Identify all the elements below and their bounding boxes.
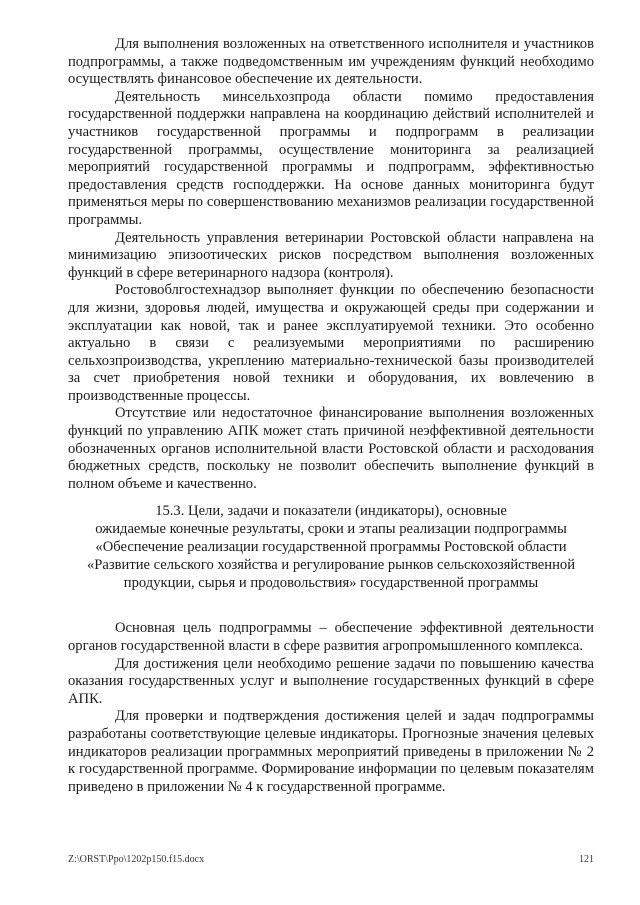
paragraph-ministry-activity: Деятельность минсельхозпрода области помимо предоставления государственной поддержки направлена на координацию действий исполнителей и участников государственной программы и подпрограмм в реализации государственной программы, осуществление мониторинга за реализацией мероприятий государственной программы и подпрограмм, эффективностью предоставления средств господдержки. На основе данных мониторинга будут применяться меры по совершенствованию механизмов реализации государственной программы. xyxy=(68,88,594,228)
paragraph-financing: Для выполнения возложенных на ответственного исполнителя и участников подпрограммы, а также подведомственным им учреждениям функций необходимо осуществлять финансовое обеспечение их деятельности. xyxy=(68,36,594,88)
paragraph-tasks: Для достижения цели необходимо решение задачи по повышению качества оказания государственных услуг и выполнение государственных функций в сфере АПК. xyxy=(68,655,594,707)
section-heading-line: «Обеспечение реализации государственной программы Ростовской области xyxy=(95,539,567,556)
section-heading-line: ожидаемые конечные результаты, сроки и этапы реализации подпрограммы xyxy=(95,521,567,538)
page-number: 121 xyxy=(579,854,594,865)
paragraph-gostekhnadzor: Ростовоблгостехнадзор выполняет функции по обеспечению безопасности для жизни, здоровья людей, имущества и окружающей среды при содержании и эксплуатации как новой, так и ранее эксплуатируемой техники. Это особенно актуально в связи с реализуемыми мероприятиями по расширению сельхозпроизводства, укреплению материально-технической базы производителей за счет приобретения новой техники и оборудования, их вовлечению в производственные процессы. xyxy=(68,282,594,404)
section-heading-line: 15.3. Цели, задачи и показатели (индикаторы), основные xyxy=(155,503,507,520)
section-heading xyxy=(68,503,594,592)
paragraph-main-goal: Основная цель подпрограммы – обеспечение эффективной деятельности органов государственной власти в сфере развития агропромышленного комплекса. xyxy=(68,620,594,655)
paragraph-indicators: Для проверки и подтверждения достижения целей и задач подпрограммы разработаны соответствующие целевые индикаторы. Прогнозные значения целевых индикаторов реализации программных мероприятий приведены в приложении № 2 к государственной программе. Формирование информации по целевым показателям приведено в приложении № 4 к государственной программе. xyxy=(68,708,594,795)
document-page xyxy=(68,36,594,796)
paragraph-veterinary: Деятельность управления ветеринарии Ростовской области направлена на минимизацию эпизоотических рисков посредством выполнения возложенных функций в сфере ветеринарного надзора (контроля). xyxy=(68,229,594,281)
footer-file-path: Z:\ORST\Ppo\1202p150.f15.docx xyxy=(68,854,205,865)
paragraph-underfunding: Отсутствие или недостаточное финансирование выполнения возложенных функций по управлению АПК может стать причиной неэффективной деятельности обозначенных органов исполнительной власти Ростовской области и расходования бюджетных средств, поскольку не позволит обеспечить выполнение функций в полном объеме и качественно. xyxy=(68,405,594,492)
section-heading-line: «Развитие сельского хозяйства и регулирование рынков сельскохозяйственной xyxy=(86,556,576,573)
spacer xyxy=(68,592,594,620)
section-heading-line: продукции, сырья и продовольствия» государственной программы xyxy=(123,574,539,591)
